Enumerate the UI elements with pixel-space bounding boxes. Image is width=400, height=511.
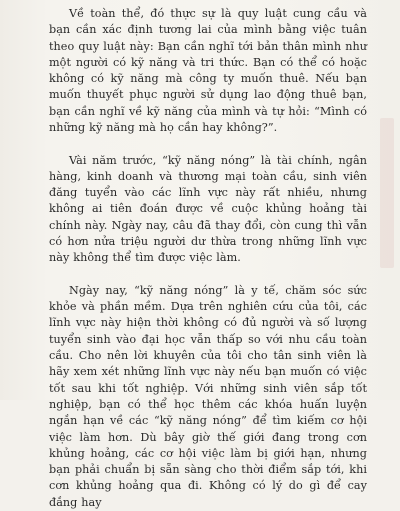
paragraph-2: Vài năm trước, “kỹ năng nóng” là tài chính, ngân hàng, kinh doanh và thương mại toàn cầu, sinh viên đăng tuyển vào các lĩnh vực này rất nhiều, nhưng không ai tiên đoán được về cuộc khủng hoảng tài chính này. Ngày nay, câu đã thay đổi, còn cung thì vẫn có hơn nửa triệu người dư thừa trong những lĩnh vực này không thể tìm được việc làm. [49, 153, 367, 265]
body-text [49, 6, 367, 511]
paragraph-3: Ngày nay, “kỹ năng nóng” là y tế, chăm sóc sức khỏe và phần mềm. Dựa trên nghiên cứu của tôi, các lĩnh vực này hiện thời không có đủ người và số lượng tuyển sinh vào đại học vẫn thấp so với nhu cầu toàn cầu. Cho nên lời khuyên của tôi cho tân sinh viên là hãy xem xét những lĩnh vực này nếu bạn muốn có việc tốt sau khi tốt nghiệp. Với những sinh viên sắp tốt nghiệp, bạn có thể học thêm các khóa huấn luyện ngắn hạn về các “kỹ năng nóng” để tìm kiếm cơ hội việc làm hơn. Dù bây giờ thế giới đang trong cơn khủng hoảng, các cơ hội việc làm bị giới hạn, nhưng bạn phải chuẩn bị sẵn sàng cho thời điểm sắp tới, khi cơn khủng hoảng qua đi. Không có lý do gì để cay đắng hay [49, 283, 367, 509]
paragraph-1: Về toàn thể, đó thực sự là quy luật cung cầu và bạn cần xác định tương lai của mình bằng việc tuân theo quy luật này: Bạn cần nghĩ tới bản thân mình như một người có kỹ năng và tri thức. Bạn có thể có hoặc không có kỹ năng mà công ty muốn thuê. Nếu bạn muốn thuyết phục người sử dụng lao động thuê bạn, bạn cần nghĩ về kỹ năng của mình và tự hỏi: “Mình có những kỹ năng mà họ cần hay không?”. [49, 7, 367, 135]
page-show-through [380, 118, 394, 268]
